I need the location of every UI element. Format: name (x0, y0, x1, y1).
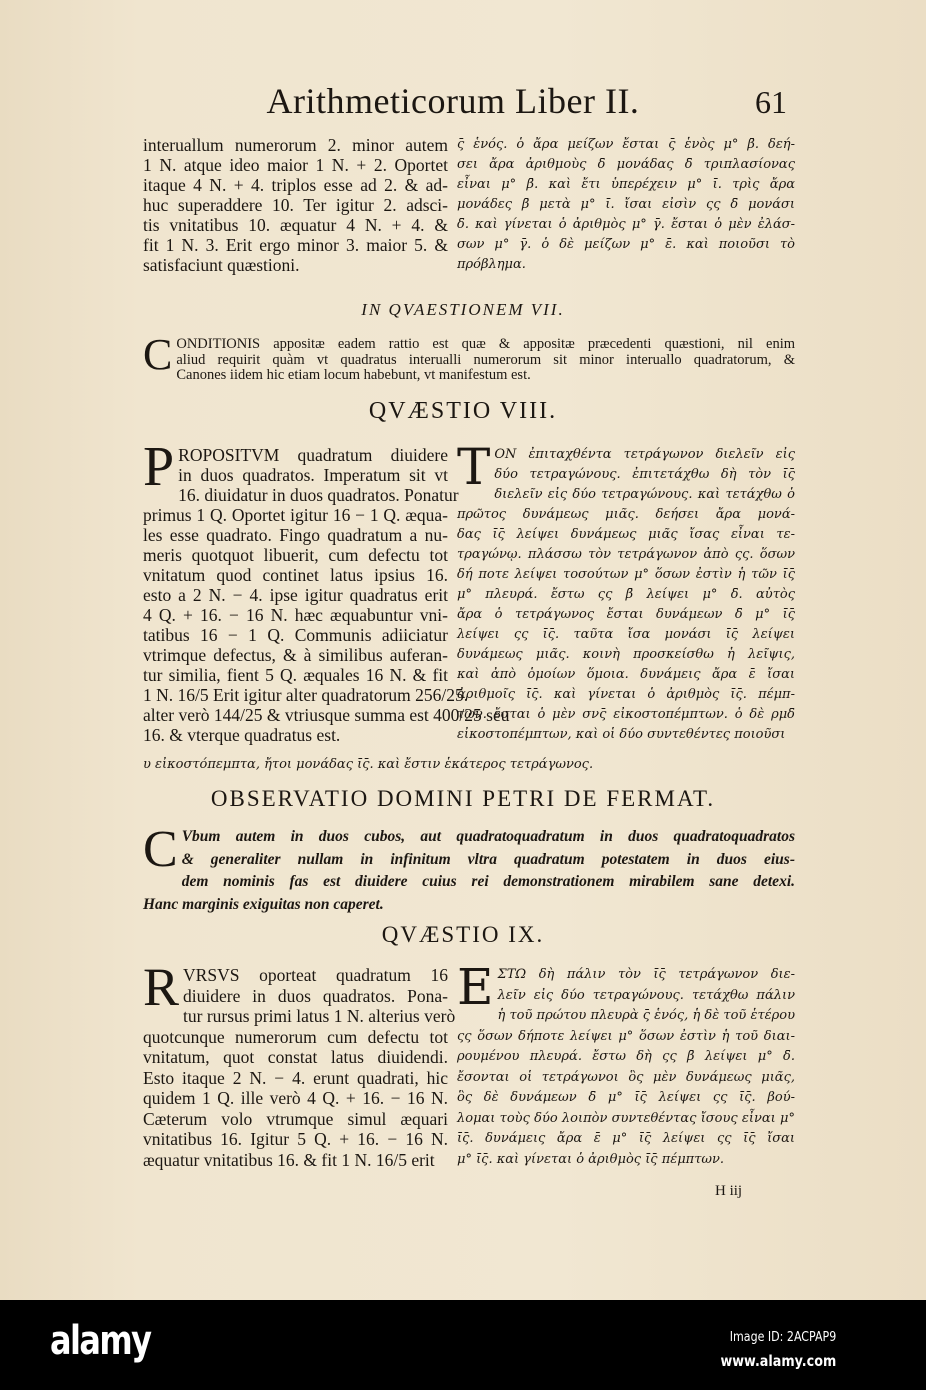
text-line: huc superaddere 10. Ter igitur 2. adsci- (143, 195, 448, 215)
text-line: 4 Q. + 16. − 16 N. hæc æquabuntur vni- (143, 605, 448, 625)
text-line: tur similia, fient 5 Q. æquales 16 N. & fit (143, 665, 448, 685)
text-line: ἡ τοῦ πρώτου πλευρὰ ς̄ ἑνός, ἡ δὲ τοῦ ἑτέρου (497, 1008, 795, 1023)
text-line: quidem 1 Q. ille verò 4 Q. + 16. − 16 N. (143, 1088, 448, 1108)
text-line: Canones iidem hic etiam locum habebunt, vt manifestum est. (176, 367, 531, 383)
latin-column-q9 (143, 957, 456, 1170)
running-title (0, 80, 926, 122)
text-line: satisfaciunt quæstioni. (143, 255, 300, 275)
text-line: vnitatum, quot constat latus diuidendi. (143, 1047, 448, 1067)
text-line: vtrimque defectus, & à similibus auferan- (143, 645, 448, 665)
text-line: πρόβλημα. (457, 257, 526, 272)
text-line: tis vnitatibus 10. æquatur 4 N. + 4. & (143, 215, 448, 235)
image-id: Image ID: 2ACPAP9 (729, 1330, 836, 1345)
text-line: εἰκοστοπέμπτων, καὶ οἱ δύο συντεθέντες ποιοῦσι (457, 727, 786, 742)
text-line: λείψει ςς ῑς̄. ταῦτα ἴσα μονάσι ῑς̄ λείψει (457, 627, 795, 642)
text-line: ΣΤΩ δὴ πάλιν τὸν ῑς̄ τετράγωνον διε- (497, 967, 795, 982)
text-line: μ° πλευρά. ἔστω ςς β̄ λείψει μ° δ̄. αὐτὸς (457, 587, 795, 602)
alamy-logo: alamy (50, 1318, 151, 1364)
text-line: 1 N. atque ideo maior 1 N. + 2. Oportet (143, 155, 448, 175)
text-line: ςς ὅσων δήποτε λείψει μ° ὅσων ἐστὶν ἡ τοῦ διαι- (457, 1028, 795, 1044)
drop-cap: P (143, 436, 175, 498)
text-line: les esse quadrato. Fingo quadratum a nu- (143, 525, 448, 545)
text-line: δ̄. καὶ γίνεται ὁ ἀριθμὸς μ° γ̄. ἔσται ὁ μὲν ἐλάσ- (457, 217, 795, 232)
text-line: δυνάμεως μιᾶς. κοινὴ προσκείσθω ἡ λεῖψις, (457, 647, 795, 662)
drop-cap: C (143, 821, 178, 878)
text-line: εἶναι μ° β̄. καὶ ἔτι ὑπερέχειν μ° ῑ. τρὶς ἄρα (457, 177, 795, 192)
text-line: fit 1 N. 3. Erit ergo minor 3. maior 5. & (143, 235, 448, 255)
text-line: ἔσονται οἱ τετράγωνοι ὃς μὲν δυνάμεως μιᾶς, (457, 1069, 795, 1085)
text-line: πρῶτος δυνάμεως μιᾶς. δεήσει ἄρα μονά- (457, 507, 795, 522)
heading-quaestio-ix: QVÆSTIO IX. (381, 922, 545, 947)
text-line: λομαι τοὺς δύο λοιπὸν συντεθέντας ἴσους εἶναι μ° (457, 1110, 795, 1126)
heading-fermat-observation: OBSERVATIO DOMINI PETRI DE FERMAT. (210, 786, 716, 811)
text-line: æquatur vnitatibus 16. & fit 1 N. 16/5 erit (143, 1149, 435, 1170)
drop-cap: R (143, 957, 180, 1017)
text-line: δύο τετραγώνους. ἐπιτετάχθω δὴ τὸν ῑς̄ (494, 467, 795, 482)
text-line: Esto itaque 2 N. − 4. erunt quadrati, hic (143, 1067, 448, 1088)
text-line: Vbum autem in duos cubos, aut quadratoquadratum in duos quadratoquadratos (181, 828, 795, 845)
text-line: ὃς δὲ δυνάμεων δ̄ μ° ῑς̄ λείψει ςς ῑς̄. βού- (457, 1090, 795, 1105)
running-title-text: Arithmeticorum Liber II. (266, 81, 640, 121)
text-line: esto a 2 N. − 4. ipse igitur quadratus erit (143, 585, 448, 605)
greek-tail-line: υ εἰκοστόπεμπτα, ἤτοι μονάδας ῑς̄. καὶ ἔστιν ἑκάτερος τετράγωνος. (143, 757, 594, 772)
text-line: 16. & vterque quadratus est. (143, 725, 341, 745)
heading-quaestio-viii: QVÆSTIO VIII. (368, 398, 558, 424)
text-line: tur rursus primi latus 1 N. alterius verò (183, 1006, 456, 1026)
text-line: itaque 4 N. + 4. triplos esse ad 2. & ad- (143, 175, 448, 195)
drop-cap: C (143, 330, 173, 379)
text-line: VRSVS oporteat quadratum 16 (183, 965, 448, 985)
text-line: Hanc marginis exiguitas non caperet. (143, 895, 384, 913)
text-line: σει ἄρα ἀριθμοὺς δ̄ μονάδας δ̄ τριπλασίονας (457, 157, 795, 172)
signature-mark: H iij (715, 1183, 743, 1199)
text-line: diuidere in duos quadratos. Pona- (183, 985, 448, 1006)
text-line: ΟΝ ἐπιταχθέντα τετράγωνον διελεῖν εἰς (494, 447, 795, 462)
site-url: www.alamy.com (720, 1352, 836, 1370)
text-line: ROPOSITVM quadratum diuidere (178, 445, 448, 465)
text-line: 16. diuidatur in duos quadratos. Ponatur (178, 485, 459, 505)
drop-cap: E (457, 958, 494, 1016)
text-line: δας ῑς̄ λείψει δυνάμεως μιᾶς ἴσας εἶναι τε- (457, 527, 795, 542)
text-line: alter verò 144/25 & vtriusque summa est 400/25 seu (143, 705, 510, 725)
greek-column-q8 (457, 438, 795, 745)
fermat-note-paragraph (143, 821, 795, 916)
text-line: vnitatum quod continet latus ipsius 16. (143, 565, 448, 585)
heading-note-vii: IN QVAESTIONEM VII. (361, 300, 565, 319)
text-line: δή ποτε λείψει τοσούτων μ° ὅσων ἐστὶν ἡ τῶν ῑς̄ (457, 567, 795, 582)
note-vii-paragraph (143, 330, 795, 384)
text-line: meris quotquot libuerit, cum defectu tot (143, 545, 448, 565)
text-line: primus 1 Q. Oportet igitur 16 − 1 Q. æqua- (143, 505, 448, 525)
text-line: ρουμένου πλευρά. ἔστω δὴ ςς β̄ λείψει μ° δ̄. (457, 1049, 795, 1064)
text-line: in duos quadratos. Imperatum sit vt (178, 465, 448, 485)
text-line: καὶ ἀπὸ ὁμοίων ὅμοια. δυνάμεις ἄρα ε̄ ἴσαι (457, 667, 795, 682)
text-line: ONDITIONIS appositæ eadem rattio est quæ & appositæ præcedenti quæstioni, nil enim (176, 336, 795, 352)
drop-cap: T (457, 438, 491, 496)
text-line: μ° ῑς̄. καὶ γίνεται ὁ ἀριθμὸς ῑς̄ πέμπτων. (457, 1151, 725, 1167)
text-line: tatibus 16 − 1 Q. Communis adiiciatur (143, 625, 448, 645)
text-line: quotcunque numerorum cum defectu tot (143, 1026, 448, 1047)
watermark-banner (0, 1300, 926, 1390)
text-line: 1 N. 16/5 Erit igitur alter quadratorum 256/25. (143, 685, 469, 705)
greek-column-q9 (457, 958, 795, 1170)
text-line: ἄρα ὁ τετράγωνος ἔσται δυνάμεων δ̄ μ° ῑς̄ (457, 607, 795, 622)
text-line: ἀριθμοῖς ῑς̄. καὶ γίνεται ὁ ἀριθμὸς ῑς̄. πέμπ- (457, 687, 795, 702)
text-line: ς̄ ἑνός. ὁ ἄρα μείζων ἔσται ς̄ ἑνὸς μ° β̄. δεή- (457, 137, 795, 152)
text-line: σων μ° γ̄. ὁ δὲ μείζων μ° ε̄. καὶ ποιοῦσι τὸ (457, 237, 795, 252)
text-line: dem nominis fas est diuidere cuius rei demonstrationem mirabilem sane detexi. (181, 873, 795, 890)
text-line: Cæterum volo vtrumque simul æquari (143, 1108, 448, 1129)
text-line: τραγώνῳ. πλάσσω τὸν τετράγωνον ἀπὸ ςς. ὅσων (457, 547, 795, 562)
latin-column-q8 (143, 436, 510, 745)
text-line: vnitatibus 16. Igitur 5 Q. + 16. − 16 N. (143, 1129, 448, 1149)
text-line: διελεῖν εἰς δύο τετραγώνους. καὶ τετάχθω ὁ (494, 487, 795, 502)
text-line: ῑς̄. δυνάμεις ἄρα ε̄ μ° ῑς̄ λείψει ςς ῑς̄ ἴσαι (457, 1131, 795, 1146)
text-line: aliud requirit quàm vt quadratus interualli numerorum sit minor interuallo quadratorum, & (176, 351, 795, 368)
text-line: των. ἔσται ὁ μὲν σνς̄ εἰκοστοπέμπτων. ὁ δὲ ρμδ̄ (457, 707, 795, 722)
latin-column-top (143, 135, 448, 275)
greek-column-top (457, 135, 795, 275)
text-line: interuallum numerorum 2. minor autem (143, 135, 448, 155)
text-line: λεῖν εἰς δύο τετραγώνους. τετάχθω πάλιν (497, 987, 795, 1003)
text-line: μονάδες β̄ μετὰ μ° ῑ. ἴσαι εἰσὶν ςς δ̄ μονάσι (457, 197, 795, 212)
text-line: & generaliter nullam in infinitum vltra quadratum potestatem in duos eius- (181, 850, 795, 868)
page-number: 61 (755, 84, 787, 120)
